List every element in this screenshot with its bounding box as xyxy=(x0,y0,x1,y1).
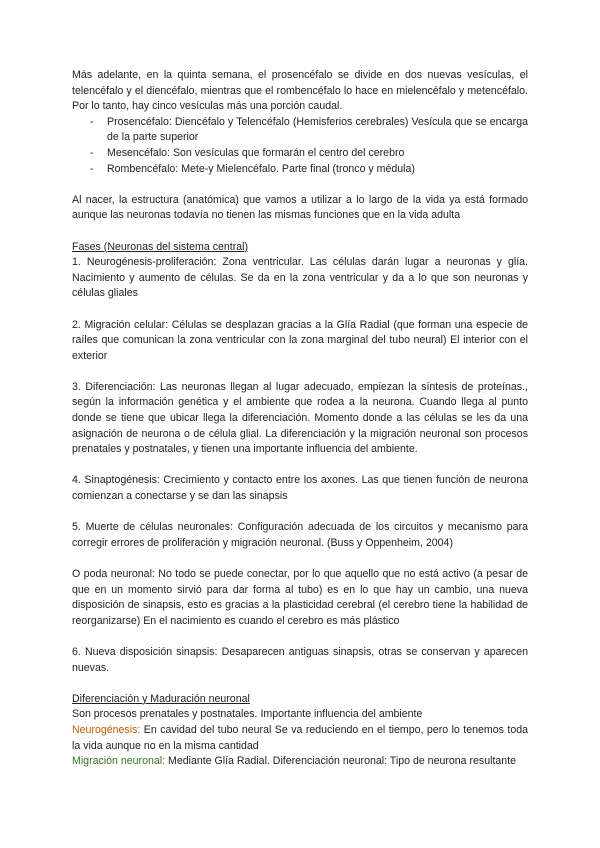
migracion-label: Migración neuronal: xyxy=(72,755,166,768)
poda-paragraph: O poda neuronal: No todo se puede conectar, por lo que aquello que no está activo (a pesar de que en un momento sirvió para dar forma al tubo) es en lo que hay un cambio, una nueva disposición de sinapsis, esto es gracias a la plasticidad cerebral (el cerebro tiene la habilidad de reorganizarse) En el nacimiento es cuando el cerebro es más plástico xyxy=(72,568,528,627)
diferenciacion-intro: Son procesos prenatales y postnatales. Importante influencia del ambiente xyxy=(72,708,423,721)
fases-heading: Fases (Neuronas del sistema central) xyxy=(72,240,249,253)
intro-paragraph: Más adelante, en la quinta semana, el prosencéfalo se divide en dos nuevas vesículas, el telencéfalo y el diencéfalo, mientras que el rombencéfalo lo hace en mielencéfalo y metencéfalo. Por lo tanto, hay cinco vesículas más una porción caudal. xyxy=(72,69,528,113)
diferenciacion-heading: Diferenciación y Maduración neuronal xyxy=(72,692,250,705)
migracion-text: Mediante Glía Radial. Diferenciación neuronal: Tipo de neurona resultante xyxy=(165,755,517,768)
list-item: - Mesencéfalo: Son vesículas que formarán el centro del cerebro xyxy=(90,146,528,162)
neurogenesis-label: Neurogénesis: xyxy=(72,723,141,736)
bullet-marker: - xyxy=(90,162,94,175)
bullet-marker: - xyxy=(90,146,94,159)
neurogenesis-text: En cavidad del tubo neural Se va reduciendo en el tiempo, pero lo tenemos toda la vida aunque no en la misma cantidad xyxy=(72,723,528,752)
fase-4-paragraph: 4. Sinaptogénesis: Crecimiento y contacto entre los axones. Las que tienen función de neurona comienzan a conectarse y se dan las sinapsis xyxy=(72,474,528,503)
bullet-marker: - xyxy=(90,115,94,128)
document-body xyxy=(72,68,528,770)
list-item: - Rombencéfalo: Mete-y Mielencéfalo. Parte final (tronco y médula) xyxy=(90,162,528,178)
fase-5-paragraph: 5. Muerte de células neuronales: Configuración adecuada de los circuitos y mecanismo para corregir errores de proliferación y migración neuronal. (Buss y Oppenheim, 2004) xyxy=(72,521,528,549)
fase-6-paragraph: 6. Nueva disposición sinapsis: Desaparecen antiguas sinapsis, otras se conservan y aparecen nuevas. xyxy=(72,645,528,674)
fase-2-paragraph: 2. Migración celular: Células se desplazan gracias a la Glía Radial (que forman una especie de raíles que comunican la zona ventricular con la zona marginal del tubo neural) El interior con el exterior xyxy=(72,318,528,362)
fase-3-paragraph: 3. Diferenciación: Las neuronas llegan al lugar adecuado, empiezan la síntesis de proteínas., según la información genética y el ambiente que rodea a la neurona. Cuando llega al punto donde se tiene que ubicar llega la diferenciación. Momento donde a las células se les da una asignación de neurona o de célula glial. La diferenciación y la migración neuronal son procesos prenatales y postnatales, y tienen una importante influencia del ambiente. xyxy=(72,380,528,456)
list-item: - Prosencéfalo: Diencéfalo y Telencéfalo (Hemisferios cerebrales) Vesícula que se encarga de la parte superior xyxy=(90,115,528,144)
migracion-paragraph xyxy=(72,754,528,770)
fase-1-paragraph: 1. Neurogénesis-proliferación: Zona ventricular. Las células darán lugar a neuronas y glía. Nacimiento y aumento de células. Se da en la zona ventricular y da a lo que son neuronas y células gliales xyxy=(72,256,528,300)
neurogenesis-paragraph xyxy=(72,723,528,754)
birth-paragraph: Al nacer, la estructura (anatómica) que vamos a utilizar a lo largo de la vida ya está formado aunque las neuronas todavía no tienen las mismas funciones que en la vida adulta xyxy=(72,193,528,222)
vesicles-list xyxy=(72,115,528,177)
